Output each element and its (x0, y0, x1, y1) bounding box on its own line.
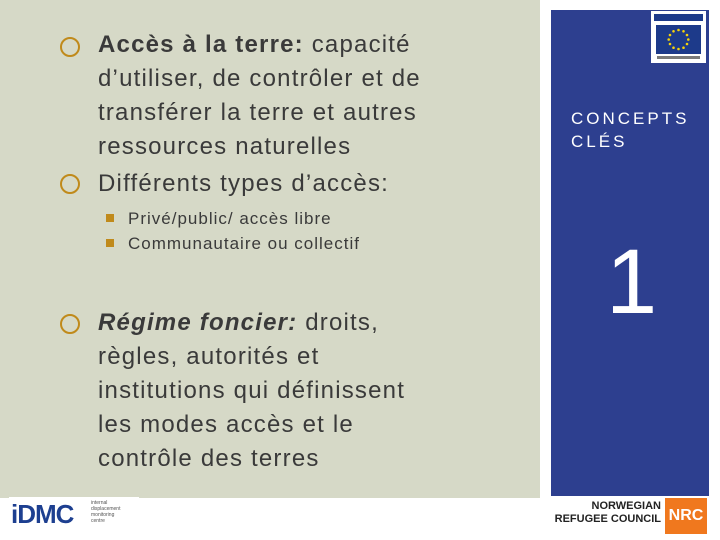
eu-flag-icon (656, 25, 701, 54)
idmc-tagline (91, 500, 133, 524)
bullet-access (98, 28, 421, 164)
desc-line: transférer la terre et autres (98, 99, 417, 126)
circle-bullet-icon (60, 174, 80, 194)
nrc-line1: NORWEGIAN (591, 500, 661, 512)
eu-caption-bar (657, 56, 700, 59)
desc-line: règles, autorités et (98, 343, 320, 370)
concepts-title-line2: CLÉS (571, 132, 628, 151)
desc-line: ressources naturelles (98, 133, 352, 160)
square-bullet-icon (106, 239, 114, 247)
concepts-title-line1: CONCEPTS (571, 109, 690, 128)
nrc-logo-text (553, 500, 661, 526)
bullet-types: Différents types d’accès: (98, 170, 390, 197)
sub-bullet-private: Privé/public/ accès libre (128, 209, 332, 228)
bullet-tenure (98, 306, 405, 476)
concept-number: 1 (606, 231, 658, 333)
desc-line: contrôle des terres (98, 445, 320, 472)
nrc-badge: NRC (665, 498, 707, 534)
desc-access: capacité (303, 31, 411, 58)
nrc-line2: REFUGEE COUNCIL (554, 513, 661, 525)
desc-line: institutions qui définissent (98, 377, 406, 404)
idmc-line: internal (91, 500, 108, 506)
sub-bullet-community: Communautaire ou collectif (128, 234, 360, 253)
term-tenure: Régime foncier: (98, 309, 298, 336)
idmc-line: displacement (91, 506, 121, 512)
eu-label-bar (654, 14, 703, 21)
circle-bullet-icon (60, 314, 80, 334)
idmc-logo-text: iDMC (11, 499, 74, 529)
circle-bullet-icon (60, 37, 80, 57)
desc-line: les modes accès et le (98, 411, 354, 438)
concepts-title (571, 107, 689, 153)
desc-tenure: droits, (297, 309, 379, 336)
idmc-line: centre (91, 518, 105, 524)
eu-stars-icon (656, 25, 701, 54)
term-access: Accès à la terre: (98, 31, 304, 58)
eu-logo (651, 11, 706, 63)
desc-line: d’utiliser, de contrôler et de (98, 65, 421, 92)
idmc-logo (9, 497, 139, 529)
square-bullet-icon (106, 214, 114, 222)
idmc-line: monitoring (91, 512, 115, 518)
